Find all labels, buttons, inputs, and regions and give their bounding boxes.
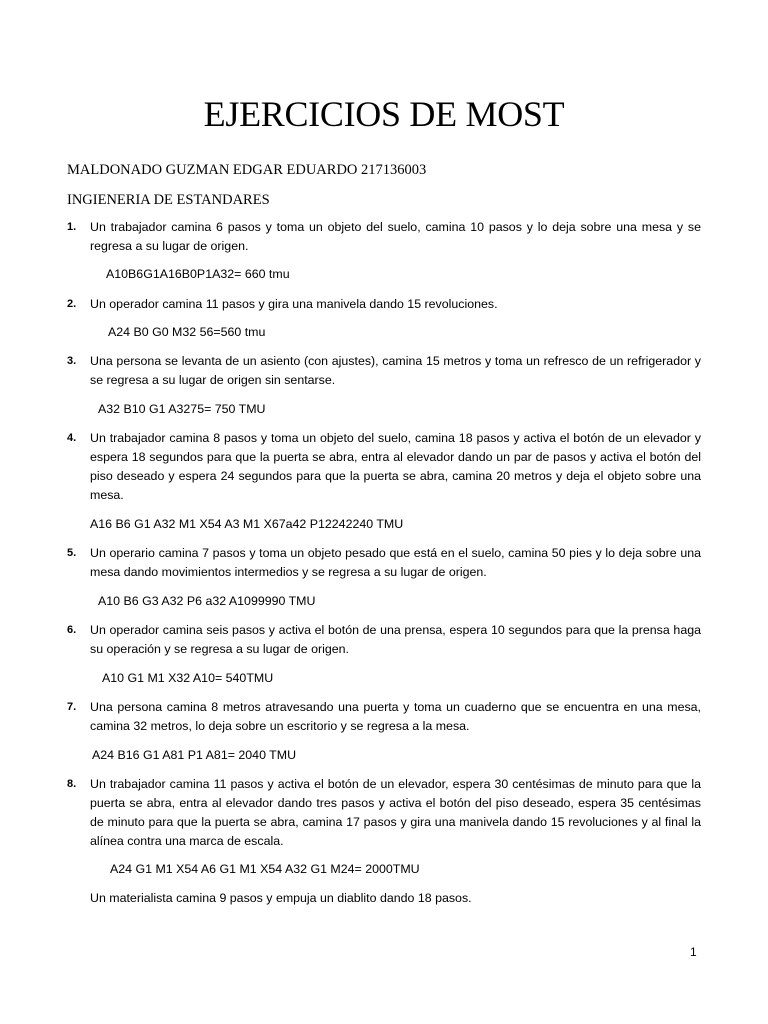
exercise-6-answer: A10 G1 M1 X32 A10= 540TMU <box>102 671 274 685</box>
exercise-number: 8. <box>67 778 77 790</box>
document-title: EJERCICIOS DE MOST <box>203 94 565 134</box>
exercise-text: Un operador camina seis pasos y activa el botón de una prensa, espera 10 segundos para que la prensa haga su operación y se regresa a su lugar de origen. <box>90 623 701 656</box>
exercise-text: Un operario camina 7 pasos y toma un objeto pesado que está en el suelo, camina 50 pies y lo deja sobre una mesa dando movimientos intermedios y se regresa a su lugar de origen. <box>90 546 701 579</box>
exercise-2 <box>67 295 701 314</box>
author-line: MALDONADO GUZMAN EDGAR EDUARDO 217136003 <box>67 162 427 178</box>
exercise-6 <box>67 621 701 659</box>
exercise-8-answer: A24 G1 M1 X54 A6 G1 M1 X54 A32 G1 M24= 2000TMU <box>110 862 420 876</box>
exercise-text: Un trabajador camina 8 pasos y toma un objeto del suelo, camina 18 pasos y activa el botón de un elevador y espera 18 segundos para que la puerta se abra, entra al elevador dando un par de pasos y activa el botón del piso deseado y espera 24 segundos para que la puerta se abra, camina 20 metros y deja el objeto sobre una mesa. <box>90 431 701 502</box>
exercise-number: 1. <box>67 221 77 233</box>
exercise-7 <box>67 698 701 736</box>
exercise-text: Un trabajador camina 11 pasos y activa el botón de un elevador, espera 30 centésimas de minuto para que la puerta se abra, entra al elevador dando tres pasos y activa el botón del piso deseado, espera 35 centésimas de minuto para que la puerta se abra, camina 17 pasos y gira una manivela dando 15 revoluciones y al final la alínea contra una marca de escala. <box>90 777 701 848</box>
exercise-1-answer: A10B6G1A16B0P1A32= 660 tmu <box>106 267 290 281</box>
exercise-number: 6. <box>67 624 77 636</box>
subject-line: INGIENERIA DE ESTANDARES <box>67 192 270 208</box>
exercise-text: Un operador camina 11 pasos y gira una manivela dando 15 revoluciones. <box>90 297 498 311</box>
exercise-number: 4. <box>67 432 77 444</box>
exercise-5 <box>67 544 701 582</box>
exercise-7-answer: A24 B16 G1 A81 P1 A81= 2040 TMU <box>92 748 297 762</box>
exercise-4-answer: A16 B6 G1 A32 M1 X54 A3 M1 X67a42 P12242240 TMU <box>90 517 404 531</box>
exercise-3 <box>67 352 701 390</box>
exercise-3-answer: A32 B10 G1 A3275= 750 TMU <box>98 402 266 416</box>
exercise-text: Una persona camina 8 metros atravesando una puerta y toma un cuaderno que se encuentra en una mesa, camina 32 metros, lo deja sobre un escritorio y se regresa a la mesa. <box>90 700 701 733</box>
exercise-text: Un trabajador camina 6 pasos y toma un objeto del suelo, camina 10 pasos y lo deja sobre una mesa y se regresa a su lugar de origen. <box>90 220 701 253</box>
exercise-5-answer: A10 B6 G3 A32 P6 a32 A1099990 TMU <box>98 594 316 608</box>
exercise-text: Una persona se levanta de un asiento (con ajustes), camina 15 metros y toma un refresco de un refrigerador y se regresa a su lugar de origen sin sentarse. <box>90 354 701 387</box>
page-number: 1 <box>690 945 697 959</box>
trailing-exercise-text: Un materialista camina 9 pasos y empuja un diablito dando 18 pasos. <box>90 891 472 905</box>
exercise-2-answer: A24 B0 G0 M32 56=560 tmu <box>108 325 266 339</box>
exercise-1 <box>67 218 701 256</box>
exercise-4 <box>67 429 701 505</box>
exercise-number: 7. <box>67 701 77 713</box>
exercise-8 <box>67 775 701 851</box>
exercise-number: 5. <box>67 547 77 559</box>
exercise-number: 2. <box>67 298 77 310</box>
exercise-number: 3. <box>67 355 77 367</box>
